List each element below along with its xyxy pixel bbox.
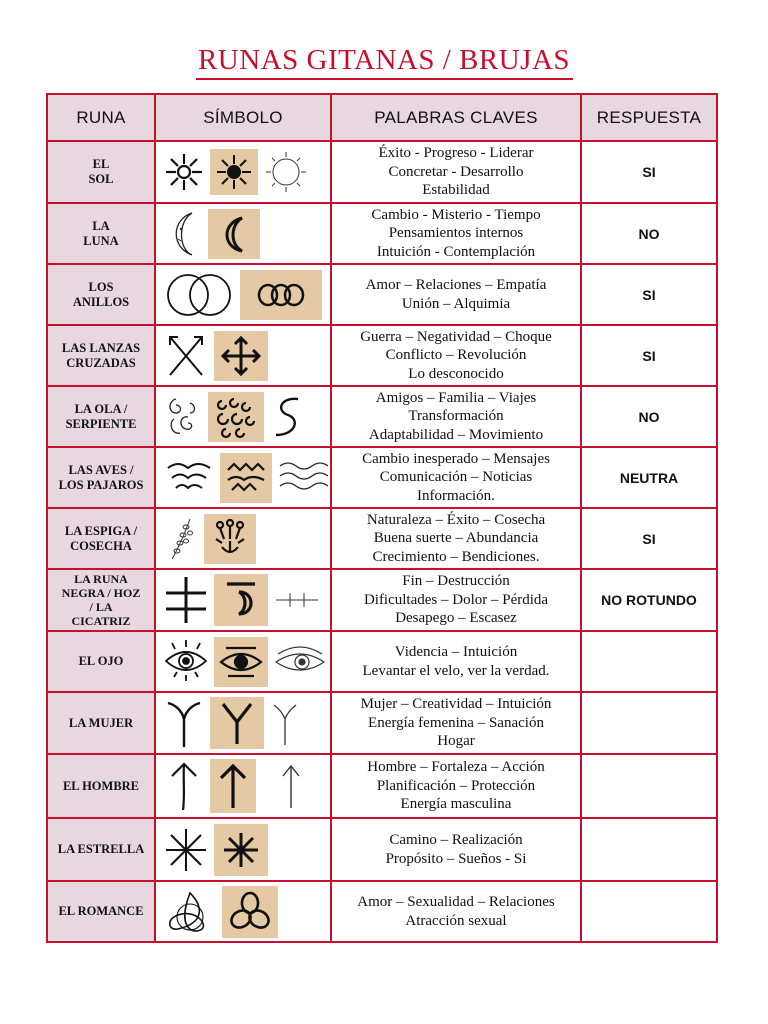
rune-answer: SI [581, 325, 717, 386]
rune-name: LA RUNA NEGRA / HOZ / LA CICATRIZ [47, 569, 155, 631]
crossed-spears-icon [164, 333, 208, 379]
rune-keywords: Cambio inesperado – Mensajes Comunicación – Noticias Información. [331, 447, 581, 508]
table-row [47, 881, 717, 942]
two-rings-icon [164, 271, 234, 319]
rune-answer [581, 754, 717, 818]
table-row [47, 141, 717, 203]
rune-name: EL SOL [47, 141, 155, 203]
rune-name: LAS LANZAS CRUZADAS [47, 325, 155, 386]
rune-symbols [155, 569, 331, 631]
rune-keywords: Mujer – Creatividad – Intuición Energía femenina – Sanación Hogar [331, 692, 581, 754]
rune-keywords: Guerra – Negatividad – Choque Conflicto – Revolución Lo desconocido [331, 325, 581, 386]
eye-icon [164, 639, 208, 685]
scar-line-icon [274, 585, 320, 615]
header-runa: RUNA [47, 94, 155, 141]
rune-symbols [155, 386, 331, 447]
rune-answer [581, 631, 717, 692]
woman-thin-icon [270, 699, 300, 747]
wheat-icon [164, 515, 198, 563]
page-title: RUNAS GITANAS / BRUJAS [197, 44, 571, 76]
triquetra-icon [164, 889, 216, 935]
birds-icon [164, 458, 214, 498]
star-tile-icon [214, 824, 268, 876]
rune-name: EL HOMBRE [47, 754, 155, 818]
rune-keywords: Camino – Realización Propósito – Sueños - Si [331, 818, 581, 881]
rune-name: LA OLA / SERPIENTE [47, 386, 155, 447]
rune-answer [581, 818, 717, 881]
rune-answer: SI [581, 141, 717, 203]
crescent-tile-icon [208, 209, 260, 259]
rune-answer [581, 881, 717, 942]
rune-answer: NO [581, 386, 717, 447]
rune-answer: SI [581, 264, 717, 325]
rune-keywords: Amor – Relaciones – Empatía Unión – Alquimia [331, 264, 581, 325]
rune-symbols [155, 692, 331, 754]
eye-outline-icon [274, 642, 326, 682]
rune-symbols [155, 264, 331, 325]
table-header-row [47, 94, 717, 141]
rune-answer: NO [581, 203, 717, 264]
table-row [47, 264, 717, 325]
trefoil-tile-icon [222, 886, 278, 938]
rune-keywords: Videncia – Intuición Levantar el velo, ver la verdad. [331, 631, 581, 692]
table-row [47, 386, 717, 447]
table-row [47, 508, 717, 569]
double-cross-icon [164, 575, 208, 625]
man-tile-icon [210, 759, 256, 813]
serpent-icon [270, 393, 304, 441]
rune-symbols [155, 203, 331, 264]
birds-tile-icon [220, 453, 272, 503]
runes-table [46, 93, 718, 943]
star-icon [164, 827, 208, 873]
rune-symbols [155, 881, 331, 942]
header-palabras-claves: PALABRAS CLAVES [331, 94, 581, 141]
table-row [47, 203, 717, 264]
table-row [47, 692, 717, 754]
rune-name: LA MUJER [47, 692, 155, 754]
woman-rune-icon [164, 697, 204, 749]
rune-symbols [155, 508, 331, 569]
man-thin-icon [276, 762, 306, 810]
rune-keywords: Hombre – Fortaleza – Acción Planificación – Protección Energía masculina [331, 754, 581, 818]
header-simbolo: SÍMBOLO [155, 94, 331, 141]
spiral-wave-icon [164, 393, 202, 441]
rune-name: LOS ANILLOS [47, 264, 155, 325]
rune-keywords: Éxito - Progreso - Liderar Concretar - Desarrollo Estabilidad [331, 141, 581, 203]
rune-keywords: Cambio - Misterio - Tiempo Pensamientos internos Intuición - Contemplación [331, 203, 581, 264]
rune-keywords: Amor – Sexualidad – Relaciones Atracción sexual [331, 881, 581, 942]
rune-symbols [155, 447, 331, 508]
rune-symbols [155, 818, 331, 881]
rune-answer [581, 692, 717, 754]
harvest-tile-icon [204, 514, 256, 564]
table-row [47, 447, 717, 508]
rune-name: LAS AVES / LOS PAJAROS [47, 447, 155, 508]
rune-keywords: Fin – Destrucción Dificultades – Dolor – Pérdida Desapego – Escasez [331, 569, 581, 631]
rune-keywords: Amigos – Familia – Viajes Transformación Adaptabilidad – Movimiento [331, 386, 581, 447]
table-row [47, 325, 717, 386]
rune-name: LA ESTRELLA [47, 818, 155, 881]
rune-answer: SI [581, 508, 717, 569]
sun-outline-icon [264, 150, 308, 194]
rune-symbols [155, 631, 331, 692]
sun-rays-icon [164, 152, 204, 192]
crescent-face-icon [164, 209, 202, 259]
rune-symbols [155, 754, 331, 818]
three-rings-tile-icon [240, 270, 322, 320]
table-row [47, 818, 717, 881]
table-row [47, 569, 717, 631]
header-respuesta: RESPUESTA [581, 94, 717, 141]
table-row [47, 631, 717, 692]
rune-keywords: Naturaleza – Éxito – Cosecha Buena suerte – Abundancia Crecimiento – Bendiciones. [331, 508, 581, 569]
four-arrows-tile-icon [214, 331, 268, 381]
rune-symbols [155, 325, 331, 386]
sun-tile-icon [210, 149, 258, 195]
rune-name: LA ESPIGA / COSECHA [47, 508, 155, 569]
rune-answer: NEUTRA [581, 447, 717, 508]
title-underline [196, 78, 573, 80]
rune-name: LA LUNA [47, 203, 155, 264]
eye-tile-icon [214, 637, 268, 687]
woman-tile-icon [210, 697, 264, 749]
sickle-tile-icon [214, 574, 268, 626]
rune-name: EL OJO [47, 631, 155, 692]
table-row [47, 754, 717, 818]
spirals-tile-icon [208, 392, 264, 442]
rune-name: EL ROMANCE [47, 881, 155, 942]
waves-icon [278, 458, 330, 498]
rune-answer: NO ROTUNDO [581, 569, 717, 631]
man-arrow-icon [164, 760, 204, 812]
rune-symbols [155, 141, 331, 203]
